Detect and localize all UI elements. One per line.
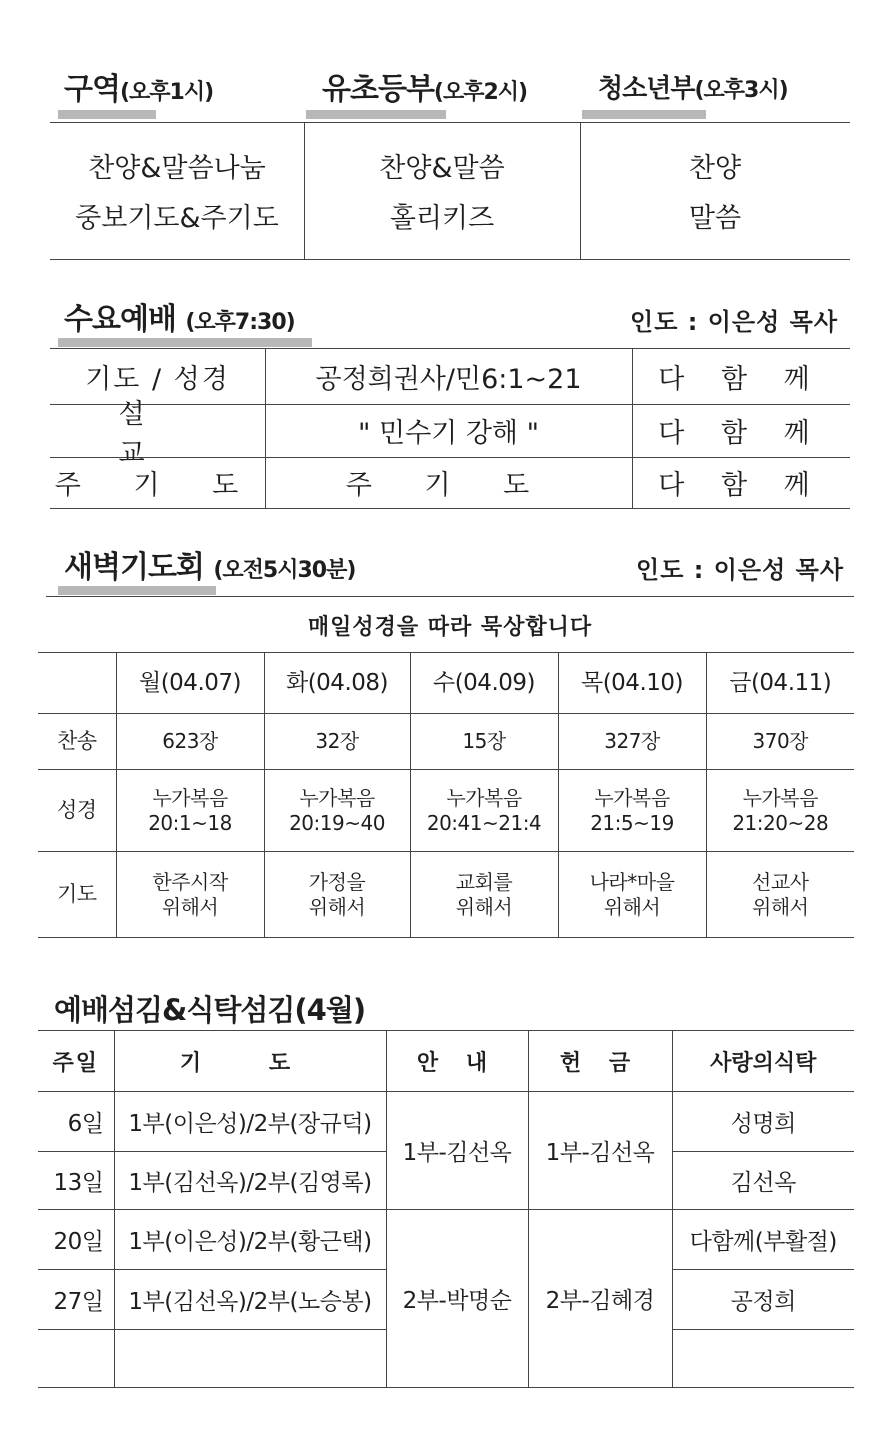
prayer-line: 위해서 [455,894,513,919]
section-title: 예배섬김&식탁섬김(4월) [54,993,366,1027]
prayer-cell [410,852,558,938]
scripture-range: 20:41~21:4 [426,810,542,835]
section-title [64,542,355,586]
col-header: 헌 금 [528,1031,672,1092]
service-table [38,1030,854,1388]
section-title-text: 수요예배 [64,302,176,337]
prayer-line: 위해서 [161,894,219,919]
wed-who: 다 함 께 [658,363,824,395]
scripture-cell [706,770,854,852]
empty-cell [38,1330,114,1388]
scripture-range: 21:20~28 [732,810,829,835]
col-header: 안 내 [386,1031,528,1092]
day-header: 금(04.11) [706,653,854,714]
wed-who: 다 함 께 [658,470,824,501]
service-prayer: 1부(김선옥)/2부(노승봉) [114,1270,386,1330]
prayer-line: 위해서 [752,894,809,919]
service-prayer: 1부(이은성)/2부(장규덕) [114,1092,386,1152]
scripture-range: 20:19~40 [289,810,385,835]
group-heading-time: (오후2시) [433,80,528,105]
scripture-range: 21:5~19 [590,810,674,835]
group-item: 찬양&말씀나눔 [88,152,266,184]
group-heading-title: 청소년부 [598,74,695,104]
offering-cell: 1부-김선옥 [528,1092,672,1210]
divider [50,508,850,509]
hymn-cell: 623장 [116,714,264,770]
group-item: 중보기도&주기도 [75,202,279,234]
hymn-cell: 32장 [264,714,410,770]
wed-item: 기도 / 성경 [85,363,230,395]
day-header: 목(04.10) [558,653,706,714]
col-header: 기 도 [114,1031,386,1092]
hymn-cell: 370장 [706,714,854,770]
service-table-duty: 공정희 [672,1270,854,1330]
prayer-cell [558,852,706,938]
col-header: 주일 [38,1031,114,1092]
wed-item: 주 기 도 [54,470,261,501]
scripture-book: 누가복음 [742,785,818,810]
leader-text: 인도 : 이은성 목사 [630,308,838,336]
prayer-line: 한주시작 [152,869,228,894]
service-prayer: 1부(김선옥)/2부(김영록) [114,1152,386,1210]
section-time: (오후7:30) [185,310,295,335]
hymn-row [38,714,854,770]
prayer-line: 위해서 [308,894,366,919]
wed-detail: 공정희권사/민6:1~21 [315,363,582,395]
prayer-cell [706,852,854,938]
empty-cell [114,1330,386,1388]
hymn-cell: 15장 [410,714,558,770]
heading-underline [58,110,156,119]
scripture-row [38,770,854,852]
heading-underline [306,110,446,119]
group-heading-3 [598,68,788,105]
divider [46,596,854,597]
group-item: 찬양&말씀 [379,152,505,184]
section-title-text: 새벽기도회 [64,550,204,585]
service-row [38,1092,854,1152]
service-day: 13일 [38,1152,114,1210]
dawn-table [38,652,854,938]
group-heading-1 [64,64,213,108]
prayer-line: 교회를 [455,869,513,894]
heading-underline [58,338,312,347]
col-header: 사랑의식탁 [672,1031,854,1092]
day-header: 월(04.07) [116,653,264,714]
wed-item: 설 교 [118,398,197,469]
prayer-line: 선교사 [752,869,809,894]
row-label: 찬송 [38,714,116,770]
row-label: 기도 [38,852,116,938]
group-item: 홀리키즈 [389,202,495,234]
group-heading-title: 유초등부 [322,72,434,107]
scripture-cell [264,770,410,852]
heading-underline [58,586,216,595]
group-heading-time: (오후3시) [694,78,788,103]
day-header: 수(04.09) [410,653,558,714]
group-heading-2 [322,64,527,108]
scripture-cell [410,770,558,852]
scripture-range: 20:1~18 [148,810,232,835]
section-title [64,294,295,338]
divider [50,122,850,123]
service-row [38,1210,854,1270]
prayer-cell [264,852,410,938]
dawn-header-row [38,653,854,714]
divider [50,259,850,260]
empty-cell [38,653,116,714]
heading-underline [582,110,706,119]
service-table-duty: 김선옥 [672,1152,854,1210]
offering-cell: 2부-김혜경 [528,1210,672,1388]
group-heading-time: (오후1시) [119,80,214,105]
service-day: 6일 [38,1092,114,1152]
service-header-row [38,1031,854,1092]
group-item: 찬양 [688,152,742,184]
prayer-cell [116,852,264,938]
group-item: 말씀 [688,202,742,234]
hymn-cell: 327장 [558,714,706,770]
service-prayer: 1부(이은성)/2부(황근택) [114,1210,386,1270]
scripture-book: 누가복음 [446,785,522,810]
section-time: (오전5시30분) [213,558,356,583]
scripture-book: 누가복음 [299,785,375,810]
service-day: 20일 [38,1210,114,1270]
dawn-subtitle: 매일성경을 따라 묵상합니다 [307,614,593,640]
guide-cell: 1부-김선옥 [386,1092,528,1210]
wed-detail: 주 기 도 [345,470,552,501]
prayer-line: 위해서 [603,894,661,919]
empty-cell [672,1330,854,1388]
guide-cell: 2부-박명순 [386,1210,528,1388]
group-heading-title: 구역 [64,72,120,107]
scripture-book: 누가복음 [594,785,670,810]
scripture-cell [558,770,706,852]
service-table-duty: 다함께(부활절) [672,1210,854,1270]
wed-who: 다 함 께 [658,418,824,449]
prayer-row [38,852,854,938]
prayer-line: 나라*마을 [589,869,675,894]
leader-text: 인도 : 이은성 목사 [636,556,844,584]
scripture-book: 누가복음 [152,785,228,810]
day-header: 화(04.08) [264,653,410,714]
service-day: 27일 [38,1270,114,1330]
prayer-line: 가정을 [308,869,366,894]
row-label: 성경 [38,770,116,852]
wed-detail: " 민수기 강해 " [358,418,539,449]
service-table-duty: 성명희 [672,1092,854,1152]
scripture-cell [116,770,264,852]
